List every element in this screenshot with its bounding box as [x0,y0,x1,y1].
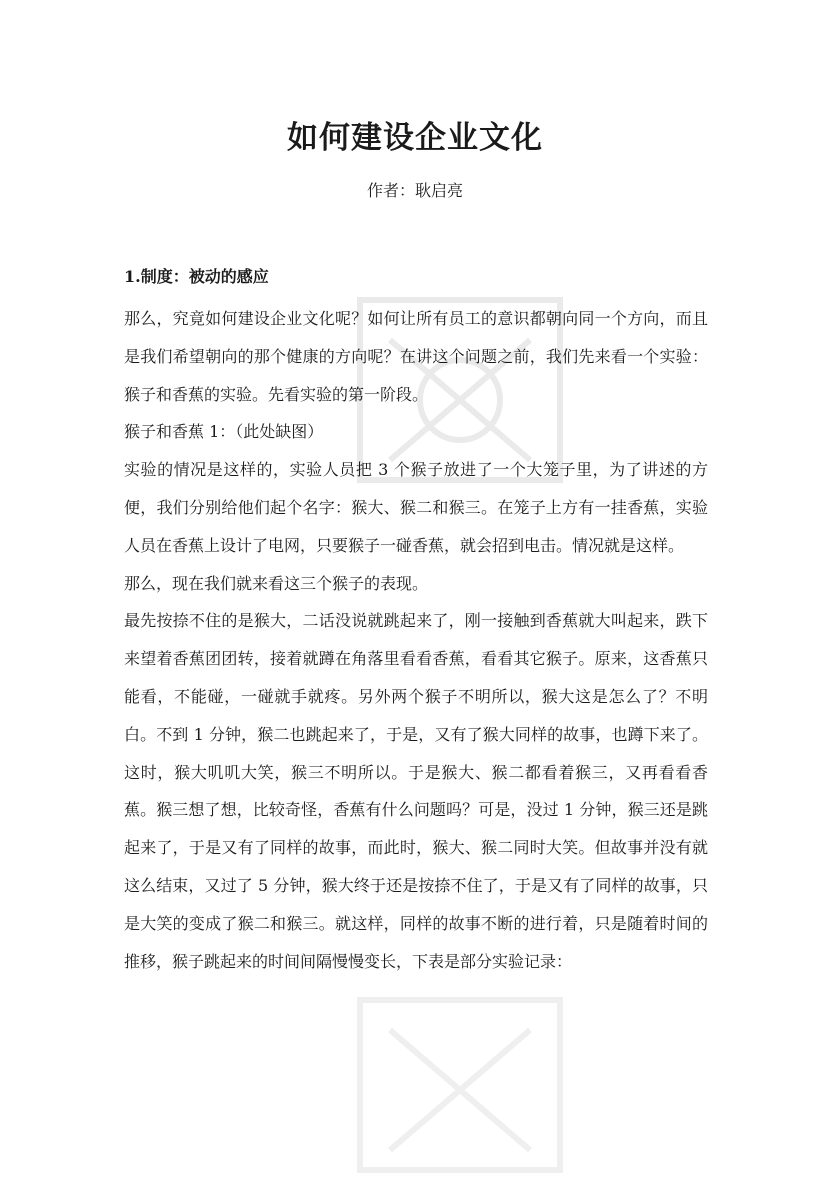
paragraph: 那么，究竟如何建设企业文化呢？如何让所有员工的意识都朝向同一个方向，而且是我们希望朝向的那个健康的方向呢？在讲这个问题之前，我们先来看一个实验：猴子和香蕉的实验。先看实验的第一阶段。 [124,309,708,404]
document-body [124,300,708,980]
paragraph: 最先按捺不住的是猴大，二话没说就跳起来了，刚一接触到香蕉就大叫起来，跌下来望着香蕉团团转，接着就蹲在角落里看看香蕉，看看其它猴子。原来，这香蕉只能看，不能碰，一碰就手就疼。另外两个猴子不明所以，猴大这是怎么了？不明白。不到 1 分钟，猴二也跳起来了，于是，又有了猴大同样的故事，也蹲下来了。这时，猴大叽叽大笑，猴三不明所以。于是猴大、猴二都看着猴三，又再看看香蕉。猴三想了想，比较奇怪，香蕉有什么问题吗？可是，没过 1 分钟，猴三还是跳起来了，于是又有了同样的故事，而此时，猴大、猴二同时大笑。但故事并没有就这么结束，又过了 5 分钟，猴大终于还是按捺不住了，于是又有了同样的故事，只是大笑的变成了猴二和猴三。就这样，同样的故事不断的进行着，只是随着时间的推移，猴子跳起来的时间间隔慢慢变长，下表是部分实验记录： [124,611,708,971]
document-title: 如何建设企业文化 [287,120,543,156]
watermark-logo-bottom [330,960,590,1180]
document-author: 作者：耿启亮 [366,181,463,200]
section-heading: 1.制度：被动的感应 [124,267,269,286]
paragraph-figure-caption: 猴子和香蕉 1：（此处缺图） [124,422,324,442]
paragraph: 那么，现在我们就来看这三个猴子的表现。 [124,573,429,593]
paragraph: 实验的情况是这样的，实验人员把 3 个猴子放进了一个大笼子里，为了讲述的方便，我们分别给他们起个名字：猴大、猴二和猴三。在笼子上方有一挂香蕉，实验人员在香蕉上设计了电网，只要猴子一碰香蕉，就会招到电击。情况就是这样。 [124,460,708,555]
